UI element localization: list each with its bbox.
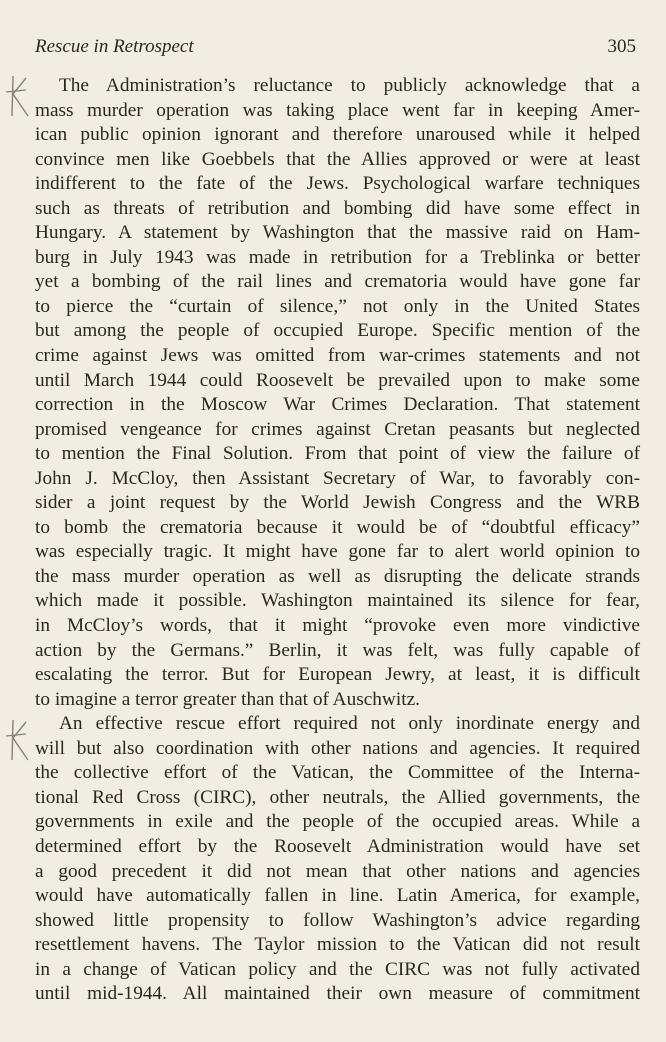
- text-line: action by the Germans.” Berlin, it was felt, was fully capable of: [35, 639, 640, 661]
- text-line: but among the people of occupied Europe. Specific mention of the: [35, 320, 640, 342]
- text-line: correction in the Moscow War Crimes Declaration. That statement: [35, 394, 640, 416]
- text-line: promised vengeance for crimes against Cretan peasants but neglected: [35, 418, 640, 440]
- text-line: will but also coordination with other nations and agencies. It required: [35, 737, 640, 759]
- text-line: which made it possible. Washington maintained its silence for fear,: [35, 590, 640, 612]
- text-line: showed little propensity to follow Washington’s advice regarding: [35, 909, 640, 931]
- text-line: ican public opinion ignorant and therefore unaroused while it helped: [35, 124, 640, 146]
- page-number: 305: [607, 36, 636, 57]
- text-line: would have automatically fallen in line. Latin America, for example,: [35, 885, 640, 907]
- text-line: sider a joint request by the World Jewish Congress and the WRB: [35, 492, 640, 514]
- paragraph: [35, 74, 640, 712]
- text-line: indifferent to the fate of the Jews. Psychological warfare techniques: [35, 173, 640, 195]
- text-line: tional Red Cross (CIRC), other neutrals, the Allied governments, the: [35, 786, 640, 808]
- text-line: a good precedent it did not mean that other nations and agencies: [35, 860, 640, 882]
- running-title: Rescue in Retrospect: [35, 36, 194, 57]
- body-text: [35, 74, 640, 1007]
- text-line: to bomb the crematoria because it would be of “doubtful efficacy”: [35, 516, 640, 538]
- margin-mark-icon: [4, 72, 30, 116]
- text-line: burg in July 1943 was made in retribution for a Treblinka or better: [35, 246, 640, 268]
- text-line: such as threats of retribution and bombing did have some effect in: [35, 197, 640, 219]
- text-line: to imagine a terror greater than that of Auschwitz.: [35, 688, 420, 710]
- text-line: crime against Jews was omitted from war-crimes statements and not: [35, 345, 640, 367]
- text-line: determined effort by the Roosevelt Administration would have set: [35, 835, 640, 857]
- text-line: to pierce the “curtain of silence,” not only in the United States: [35, 295, 640, 317]
- text-line: Hungary. A statement by Washington that the massive raid on Ham-: [35, 222, 640, 244]
- text-line: was especially tragic. It might have gone far to alert world opinion to: [35, 541, 640, 563]
- text-line: in McCloy’s words, that it might “provoke even more vindictive: [35, 615, 640, 637]
- text-line: until March 1944 could Roosevelt be prevailed upon to make some: [35, 369, 640, 391]
- text-line: to mention the Final Solution. From that point of view the failure of: [35, 443, 640, 465]
- text-line: The Administration’s reluctance to publicly acknowledge that a: [59, 75, 640, 96]
- text-line: escalating the terror. But for European Jewry, at least, it is difficult: [35, 664, 640, 686]
- text-line: the mass murder operation as well as disrupting the delicate strands: [35, 565, 640, 587]
- text-line: An effective rescue effort required not only inordinate energy and: [59, 713, 640, 735]
- text-line: mass murder operation was taking place went far in keeping Amer-: [35, 99, 640, 121]
- running-header: [35, 36, 636, 62]
- text-line: governments in exile and the people of the occupied areas. While a: [35, 811, 640, 833]
- text-line: in a change of Vatican policy and the CIRC was not fully activated: [35, 958, 640, 980]
- margin-mark-icon: [4, 716, 30, 760]
- text-line: John J. McCloy, then Assistant Secretary of War, to favorably con-: [35, 467, 640, 489]
- text-line: until mid-1944. All maintained their own measure of commitment: [35, 983, 640, 1005]
- paragraph: [35, 712, 640, 1007]
- text-line: resettlement havens. The Taylor mission to the Vatican did not result: [35, 934, 640, 956]
- text-line: the collective effort of the Vatican, the Committee of the Interna-: [35, 762, 640, 784]
- text-line: yet a bombing of the rail lines and crematoria would have gone far: [35, 271, 640, 293]
- text-line: convince men like Goebbels that the Allies approved or were at least: [35, 148, 640, 170]
